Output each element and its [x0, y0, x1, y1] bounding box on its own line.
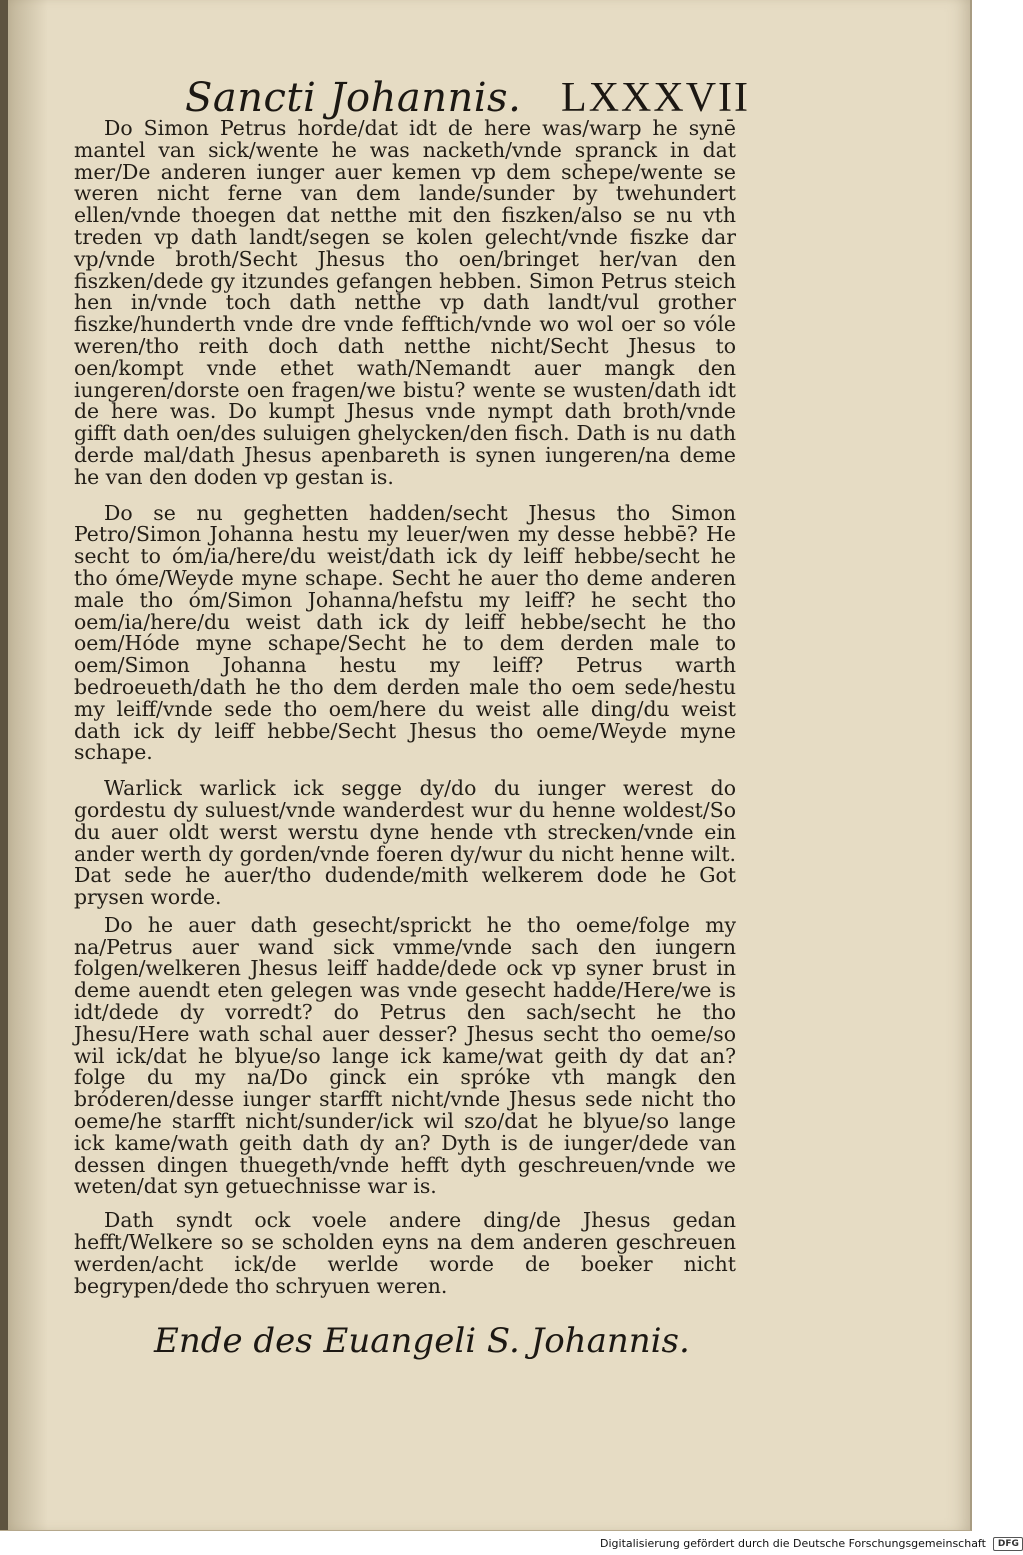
page-binding-edge: [0, 0, 8, 1530]
paragraph: Warlick warlick ick segge dy/do du iunger werest do gordestu dy suluest/vnde wanderdest wur du henne woldest/So du auer oldt werst werstu dyne hende vth strecken/vnde ein ander werth dy gorden/vnde foeren dy/wur du nicht henne wilt. Dat sede he auer/tho dudende/mith welkerem dode he Got prysen worde.: [74, 776, 736, 910]
credit-text: Digitalisierung gefördert durch die Deutsche Forschungsgemeinschaft: [600, 1537, 986, 1550]
paragraph: Do Simon Petrus horde/dat idt de here was/warp he synē mantel van sick/wente he was nacketh/vnde spranck in dat mer/De anderen iunger auer kemen vp dem schepe/wente se weren nicht ferne van dem lande/sunder by twehundert ellen/vnde thoegen dat netthe mit den fiszken/also se nu vth treden vp dath landt/segen se kolen gelecht/vnde fiszke dar vp/vnde broth/Secht Jhesus tho oen/bringet her/van den fiszken/dede gy itzundes gefangen hebben. Simon Petrus steich hen in/vnde toch dath netthe vp dath landt/vul grother fiszke/hunderth vnde dre vnde fefftich/vnde wo wol oer so vóle weren/tho reith doch dath netthe nicht/Secht Jhesus to oen/kompt vnde ethet wath/Nemandt auer mangk den iungeren/dorste oen fragen/we bistu? wente se wusten/dath idt de here was. Do kumpt Jhesus vnde nympt dath broth/vnde gifft dath oen/des suluigen ghelycken/den fisch. Dath is nu dath derde mal/dath Jhesus apenbareth is synen iungeren/na deme he van den doden vp gestan is.: [74, 116, 736, 489]
running-head: Sancti Johannis.: [185, 75, 522, 121]
digitization-credit: [600, 1536, 1019, 1552]
explicit-heading: Ende des Euangeli S. Johannis.: [154, 1321, 690, 1362]
main-text-block: [74, 118, 736, 1361]
gutter-shadow: [8, 0, 48, 1530]
paragraph: Do se nu geghetten hadden/secht Jhesus tho Simon Petro/Simon Johanna hestu my leuer/wen my desse hebbē? He secht to óm/ia/here/du weist/dath ick dy leiff hebbe/secht he tho óme/Weyde myne schape. Secht he auer tho deme anderen male tho óm/Simon Johanna/hefstu my leiff? he secht tho oem/ia/here/du weist dath ick dy leiff hebbe/secht he tho oem/Hóde myne schape/Secht he to dem derden male to oem/Simon Johanna hestu my leiff? Petrus warth bedroeueth/dath he tho dem derden male tho oem sede/hestu my leiff/vnde sede tho oem/here du weist alle ding/du weist dath ick dy leiff hebbe/Secht Jhesus tho oeme/Weyde myne schape.: [74, 500, 736, 765]
paragraph: Dath syndt ock voele andere ding/de Jhesus gedan hefft/Welkere so se scholden eyns na dem anderen geschreuen werden/acht ick/de werlde worde de boeker nicht begrypen/dede tho schryuen weren.: [74, 1208, 736, 1298]
folio-number: LXXXVII: [561, 75, 750, 121]
paragraph: Do he auer dath gesecht/sprickt he tho oeme/folge my na/Petrus auer wand sick vmme/vnde sach den iungern folgen/welkeren Jhesus leiff hadde/dede ock vp syner brust in deme auendt eten gelegen was vnde gesecht hadde/Here/we is idt/dede dy vorredt? do Petrus den sach/secht he tho Jhesu/Here wath schal auer desser? Jhesus secht tho oeme/so wil ick/dat he blyue/so lange ick kame/wat geith dy dat an? folge du my na/Do ginck ein spróke vth mangk den bróderen/desse iunger starfft nicht/vnde Jhesus sede nicht tho oeme/he starfft nicht/sunder/ick wil szo/dat he blyue/so lange ick kame/wath geith dath dy an? Dyth is de iunger/dede van dessen dingen thuegeth/vnde hefft dyth geschreuen/vnde we weten/dat syn getuechnisse war is.: [74, 912, 736, 1199]
dfg-logo-icon: DFG: [993, 1537, 1023, 1551]
